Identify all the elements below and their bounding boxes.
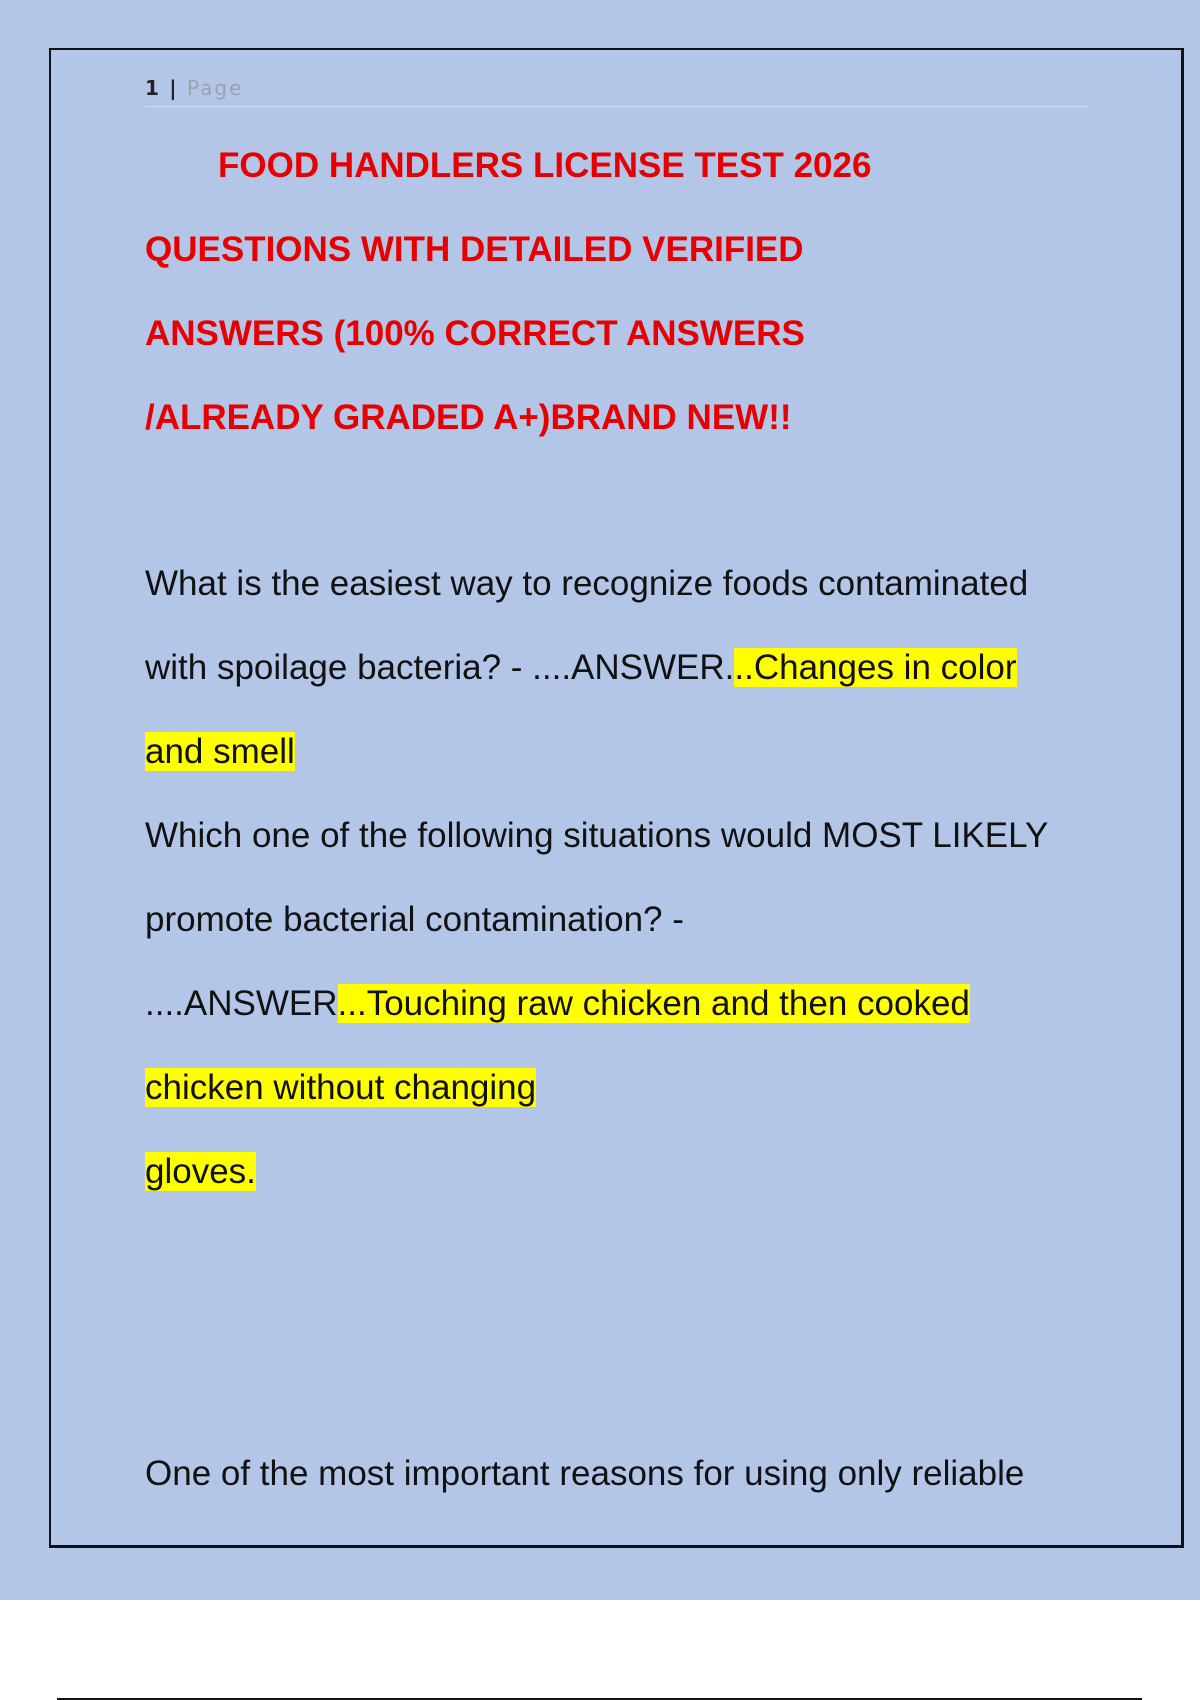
page-label: Page	[186, 76, 244, 100]
question-text: with spoilage bacteria? - ....ANSWER.	[145, 648, 735, 687]
title-line: QUESTIONS WITH DETAILED VERIFIED	[145, 230, 804, 269]
question-answer-line	[145, 976, 1105, 1060]
title-line: FOOD HANDLERS LICENSE TEST 2026	[218, 146, 872, 185]
highlighted-answer: ...Touching raw chicken and then cooked	[337, 984, 970, 1023]
highlighted-answer: ..Changes in color	[734, 648, 1017, 687]
document-body	[145, 556, 1105, 1530]
answer-line	[145, 1060, 1105, 1144]
highlighted-answer: and smell	[145, 732, 295, 771]
page-header	[145, 76, 1090, 107]
title-line: /ALREADY GRADED A+)BRAND NEW!!	[145, 398, 792, 437]
question-text: Which one of the following situations would MOST LIKELY	[145, 816, 1049, 855]
question-text: promote bacterial contamination? -	[145, 900, 684, 939]
document-title	[145, 140, 1105, 476]
question-answer-line	[145, 640, 1105, 724]
page-number: 1	[145, 76, 161, 100]
spacer	[145, 1228, 1105, 1446]
answer-line	[145, 1144, 1105, 1228]
answer-line	[145, 724, 1105, 808]
question-text: What is the easiest way to recognize foods contaminated	[145, 564, 1029, 603]
question-text: One of the most important reasons for using only reliable	[145, 1454, 1025, 1493]
answer-prefix: ....ANSWER	[145, 984, 338, 1023]
title-line: ANSWERS (100% CORRECT ANSWERS	[145, 314, 805, 353]
highlighted-answer: chicken without changing	[145, 1068, 537, 1107]
highlighted-answer: gloves.	[145, 1152, 256, 1191]
page-separator: |	[169, 76, 179, 100]
